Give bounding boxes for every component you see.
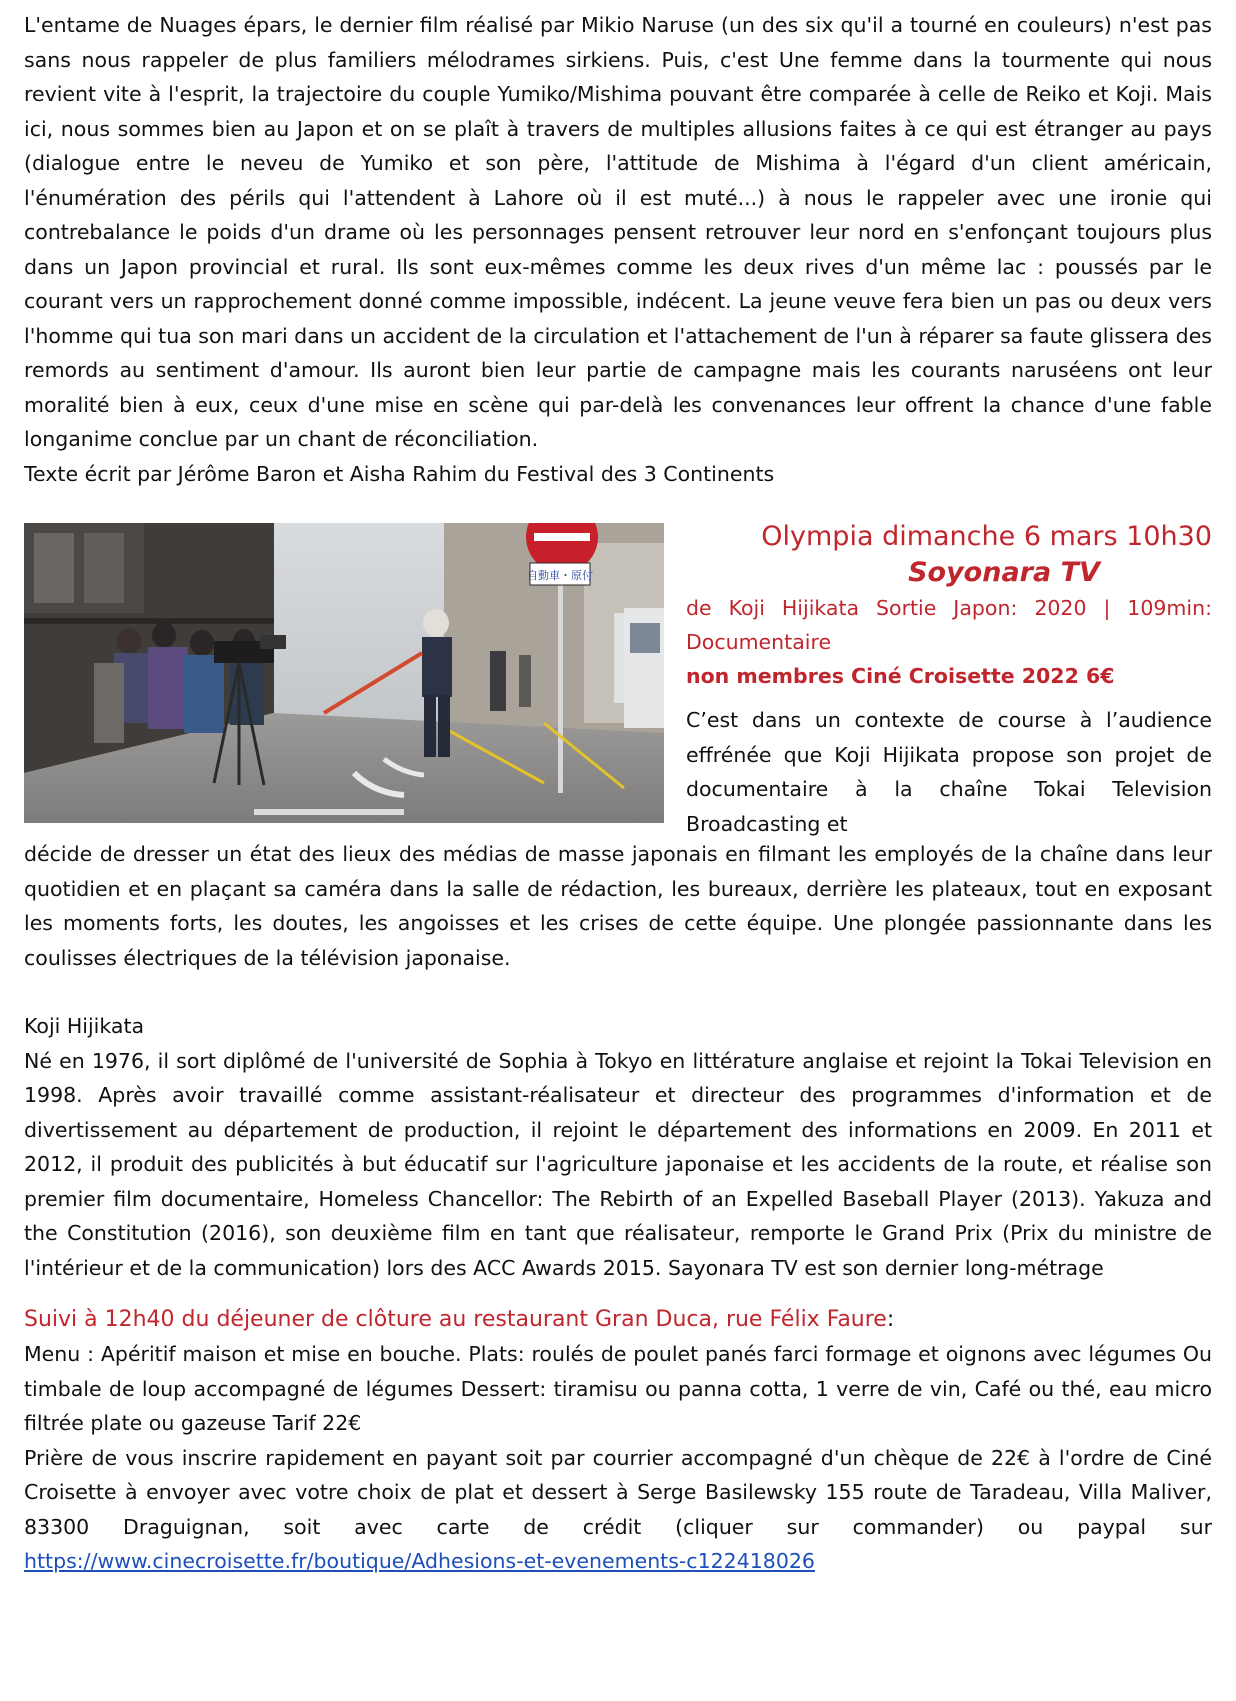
director-name: Koji Hijikata [24, 1014, 145, 1038]
screening-date-time: Olympia dimanche 6 mars 10h30 [761, 521, 1212, 552]
shop-link[interactable]: https://www.cinecroisette.fr/boutique/Adhesions-et-evenements-c122418026 [24, 1549, 815, 1573]
film-description-continued: décide de dresser un état des lieux des médias de masse japonais en filmant les employés de la chaîne dans leur quotidien et en plaçant sa caméra dans la salle de rédaction, les bureaux, derrière les plateaux, tout en exposant les moments forts, les doutes, les angoisses et les crises de cette équipe. Une plongée passionnante dans les coulisses électriques de la télévision japonaise. [24, 842, 1212, 970]
lunch-signup [24, 1441, 1212, 1579]
intro-paragraph: L'entame de Nuages épars, le dernier film réalisé par Mikio Naruse (un des six qu'il a tourné en couleurs) n'est pas sans nous rappeler de plus familiers mélodrames sirkiens. Puis, c'est Une femme dans la tourmente qui nous revient vite à l'esprit, la trajectoire du couple Yumiko/Mishima pouvant être comparée à celle de Reiko et Koji. Mais ici, nous sommes bien au Japon et on se plaît à travers de multiples allusions faites à ce qui est étranger au pays (dialogue entre le neveu de Yumiko et son père, l'attitude de Mishima à l'égard d'un client américain, l'énumération des périls qui l'attendent à Lahore où il est muté...) à nous le rappeler avec une ironie qui contrebalance le poids d'un drame où les personnages pensent retrouver leur nord en s'enfonçant toujours plus dans un Japon provincial et rural. Ils sont eux-mêmes comme les deux rives d'un même lac : poussés par le courant vers un rapprochement donné comme impossible, indécent. La jeune veuve fera bien un pas ou deux vers l'homme qui tua son mari dans un accident de la circulation et l'attachement de l'un à réparer sa faute glissera des remords au sentiment d'amour. Ils auront bien leur partie de campagne mais les courants naruséens ont leur moralité bien à eux, ceux d'une mise en scène qui par-delà les convenances leur offrent la chance d'une fable longanime conclue par un chant de réconciliation. [24, 13, 1212, 451]
intro-credit: Texte écrit par Jérôme Baron et Aisha Rahim du Festival des 3 Continents [24, 461, 775, 486]
director-biography: Né en 1976, il sort diplômé de l'université de Sophia à Tokyo en littérature anglaise et rejoint la Tokai Television en 1998. Après avoir travaillé comme assistant-réalisateur et directeur des programmes d'information et de divertissement au département de production, il rejoint le département des informations en 2009. En 2011 et 2012, il produit des publicités à but éducatif sur l'agriculture japonaise et les accidents de la route, et réalise son premier film documentaire, Homeless Chancellor: The Rebirth of an Expelled Baseball Player (2013). Yakuza and the Constitution (2016), son deuxième film en tant que réalisateur, remporte le Grand Prix (Prix du ministre de l'intérieur et de la communication) lors des ACC Awards 2015. Sayonara TV est son dernier long-métrage [24, 1048, 1212, 1280]
road-sign-text: 自動車・原付 [527, 569, 593, 582]
lunch-heading-text: Suivi à 12h40 du déjeuner de clôture au restaurant Gran Duca, rue Félix Faure [24, 1307, 887, 1332]
lunch-menu: Menu : Apéritif maison et mise en bouche. Plats: roulés de poulet panés farci formage et oignons avec légumes Ou timbale de loup accompagné de légumes Dessert: tiramisu ou panna cotta, 1 verre de vin, Café ou thé, eau micro filtrée plate ou gazeuse Tarif 22€ [24, 1342, 1212, 1435]
lunch-signup-text: Prière de vous inscrire rapidement en payant soit par courrier accompagné d'un chèque de 22€ à l'ordre de Ciné Croisette à envoyer avec votre choix de plat et dessert à Serge Basilewsky 155 route de Taradeau, Villa Maliver, 83300 Draguignan, soit avec carte de crédit (cliquer sur commander) ou paypal sur [24, 1445, 1212, 1539]
post-photo-content [24, 837, 1212, 1579]
film-description-right [686, 703, 1212, 841]
film-description-start: C’est dans un contexte de course à l’audience effrénée que Koji Hijikata propose son projet de documentaire à la chaîne Tokai Television Broadcasting et [686, 708, 1212, 836]
lunch-heading-colon: : [886, 1307, 895, 1332]
film-meta: de Koji Hijikata Sortie Japon: 2020 | 109min: Documentaire [686, 596, 1212, 654]
lunch-heading [24, 1303, 1212, 1337]
film-title: Soyonara TV [908, 557, 1100, 588]
document-page [24, 8, 1212, 1573]
street-scene-image [24, 523, 664, 823]
film-still-photo [24, 523, 664, 823]
event-info [686, 519, 1212, 693]
ticket-price: non membres Ciné Croisette 2022 6€ [686, 664, 1115, 688]
